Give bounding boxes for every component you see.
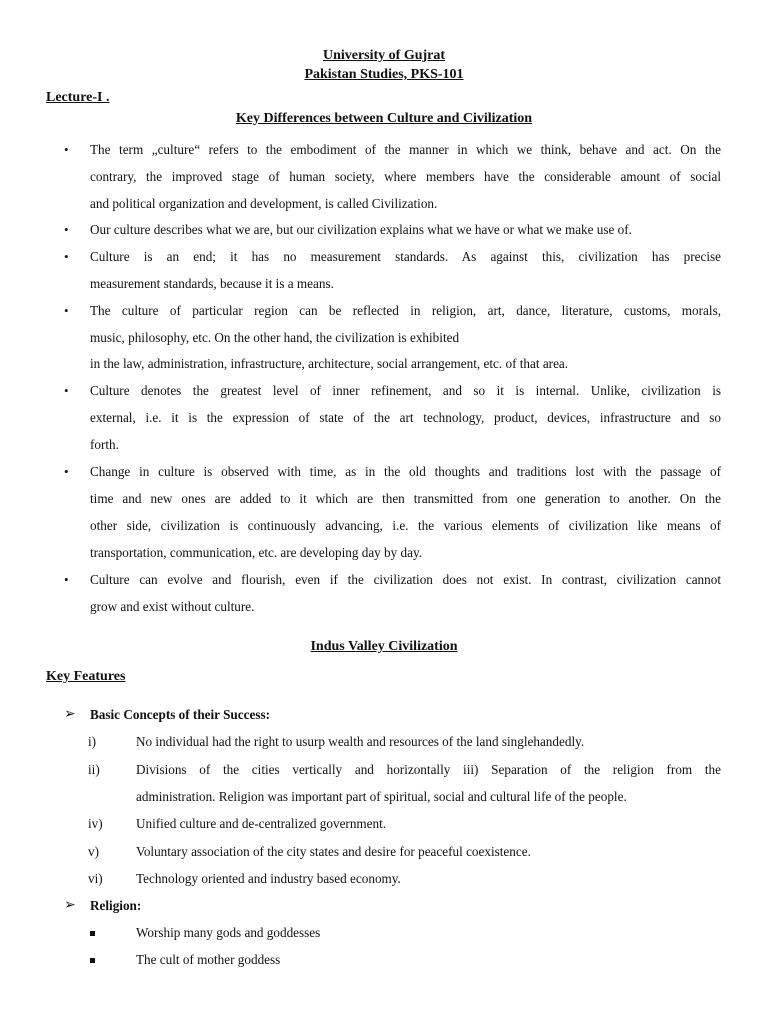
religion-heading: Religion: — [90, 898, 142, 913]
bullet-dot: • — [64, 142, 69, 157]
bullet-dot: • — [64, 222, 69, 237]
bullet-6-line-2: time and new ones are added to it which are then transmitted from one generation to another. On the — [90, 491, 721, 506]
concept-1-text: No individual had the right to usurp wealth and resources of the land singlehandedly. — [136, 734, 585, 749]
bullet-dot: • — [64, 383, 69, 398]
section-title-indus-valley: Indus Valley Civilization — [310, 639, 458, 654]
concept-number: v) — [88, 844, 99, 859]
bullet-6-line-3: other side, civilization is continuously advancing, i.e. the various elements of civilization like means of — [90, 518, 721, 533]
lecture-label: Lecture-I . — [46, 90, 110, 105]
bullet-7-line-2: grow and exist without culture. — [90, 599, 255, 614]
bullet-7-line-1: Culture can evolve and flourish, even if the civilization does not exist. In contrast, civilization cannot — [90, 572, 721, 587]
university-title: University of Gujrat — [322, 48, 446, 63]
religion-item-2: The cult of mother goddess — [136, 952, 281, 967]
concept-2-line-2: administration. Religion was important part of spiritual, social and cultural life of the people. — [136, 789, 627, 804]
bullet-1-line-1: The term „culture“ refers to the embodiment of the manner in which we think, behave and act. On the — [90, 142, 721, 157]
concept-number: iv) — [88, 816, 103, 831]
arrow-bullet-icon: ➢ — [64, 897, 76, 913]
concept-number: vi) — [88, 871, 103, 886]
concept-number: ii) — [88, 762, 100, 777]
bullet-3-line-2: measurement standards, because it is a means. — [90, 276, 334, 291]
bullet-dot: • — [64, 249, 69, 264]
religion-item-1: Worship many gods and goddesses — [136, 925, 321, 940]
bullet-2-line-1: Our culture describes what we are, but our civilization explains what we have or what we make use of. — [90, 222, 632, 237]
bullet-6-line-4: transportation, communication, etc. are developing day by day. — [90, 545, 423, 560]
basic-concepts-heading: Basic Concepts of their Success: — [90, 707, 270, 722]
concept-2-line-1: Divisions of the cities vertically and horizontally iii) Separation of the religion from the — [136, 762, 721, 777]
section-title-culture-civilization: Key Differences between Culture and Civilization — [235, 111, 533, 126]
bullet-dot: • — [64, 572, 69, 587]
concept-5-text: Voluntary association of the city states and desire for peaceful coexistence. — [136, 844, 531, 859]
bullet-6-line-1: Change in culture is observed with time, as in the old thoughts and traditions lost with the passage of — [90, 464, 721, 479]
bullet-4-line-1: The culture of particular region can be reflected in religion, art, dance, literature, customs, morals, — [90, 303, 721, 318]
bullet-5-line-2: external, i.e. it is the expression of state of the art technology, product, devices, infrastructure and so — [90, 410, 721, 425]
concept-4-text: Unified culture and de-centralized government. — [136, 816, 387, 831]
bullet-5-line-1: Culture denotes the greatest level of inner refinement, and so it is internal. Unlike, civilization is — [90, 383, 721, 398]
square-bullet-icon — [90, 931, 95, 936]
bullet-4-line-2: music, philosophy, etc. On the other hand, the civilization is exhibited — [90, 330, 460, 345]
key-features-heading: Key Features — [46, 669, 126, 684]
bullet-4-line-3: in the law, administration, infrastructure, architecture, social arrangement, etc. of that area. — [90, 356, 569, 371]
square-bullet-icon — [90, 958, 95, 963]
course-title: Pakistan Studies, PKS-101 — [304, 67, 464, 82]
bullet-1-line-2: contrary, the improved stage of human society, where members have the considerable amount of social — [90, 169, 721, 184]
bullet-3-line-1: Culture is an end; it has no measurement standards. As against this, civilization has precise — [90, 249, 721, 264]
bullet-1-line-3: and political organization and development, is called Civilization. — [90, 196, 438, 211]
bullet-5-line-3: forth. — [90, 437, 119, 452]
concept-6-text: Technology oriented and industry based economy. — [136, 871, 401, 886]
concept-number: i) — [88, 734, 97, 749]
bullet-dot: • — [64, 303, 69, 318]
arrow-bullet-icon: ➢ — [64, 706, 76, 722]
bullet-dot: • — [64, 464, 69, 479]
